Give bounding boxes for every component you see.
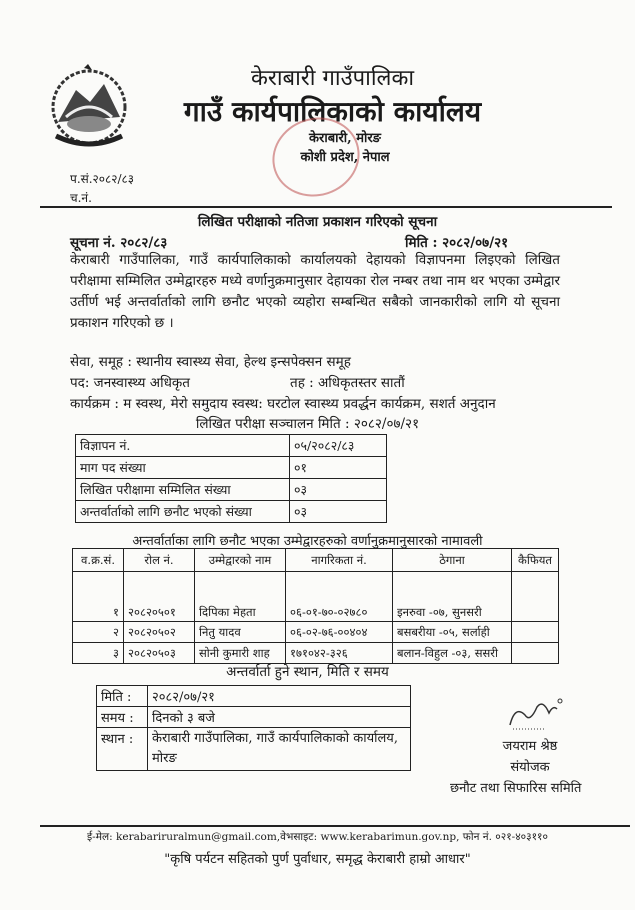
committee-name: छनौट तथा सिफारिस समिति xyxy=(450,781,582,796)
post: पद: जनस्वास्थ्य अधिकृत xyxy=(70,375,190,391)
reference-number: प.सं.२०८२/८३ xyxy=(70,172,135,186)
interview-table xyxy=(96,685,411,771)
address-line-2: कोशी प्रदेश, नेपाल xyxy=(300,150,390,165)
notice-number: सूचना नं. २०८२/८३ xyxy=(70,235,168,251)
column-header: ठेगाना xyxy=(393,549,512,572)
interview-value: केराबारी गाउँपालिका, गाउँ कार्यपालिकाको कार्यालय, मोरङ xyxy=(148,728,411,771)
citizenship-cell: ०६-०१-७०-०२७८० xyxy=(286,572,393,622)
signatory-name: जयराम श्रेष्ठ xyxy=(502,739,558,754)
remarks-cell xyxy=(512,622,559,643)
table-row xyxy=(73,572,559,622)
address-cell: बलान-विहुल -०३, ससरी xyxy=(393,643,512,664)
exam-date: लिखित परीक्षा सञ्चालन मिति : २०८२/०७/२१ xyxy=(195,416,420,432)
address-line-1: केराबारी, मोरङ xyxy=(309,131,381,146)
notice-title: लिखित परीक्षाको नतिजा प्रकाशन गरिएको सूचना xyxy=(197,214,438,230)
office-name: गाउँ कार्यपालिकाको कार्यालय xyxy=(183,95,482,128)
summary-table xyxy=(75,434,387,523)
header-divider xyxy=(40,206,612,208)
table-row xyxy=(76,501,387,523)
summary-value: ०३ xyxy=(290,501,387,523)
serial-cell: १ xyxy=(73,572,124,622)
candidates-table xyxy=(72,548,559,664)
table-row xyxy=(73,643,559,664)
program: कार्यक्रम : म स्वस्थ, मेरो समुदाय स्वस्थ: घरटोल स्वास्थ्य प्रवर्द्धन कार्यक्रम, सशर्त अनुदान xyxy=(70,396,496,412)
remarks-cell xyxy=(512,643,559,664)
footer-slogan: "कृषि पर्यटन सहितको पुर्ण पुर्वाधार, समृद्ध केराबारी हाम्रो आधार" xyxy=(164,852,471,867)
column-header: नागरिकता नं. xyxy=(286,549,393,572)
interview-value: दिनको ३ बजे xyxy=(148,707,411,728)
footer-contact: ई-मेल: kerabariruralmun@gmail.com,वेभसाइट: www.kerabarimun.gov.np, फोन नं. ०२१-४०३११० xyxy=(87,831,548,843)
signature xyxy=(505,695,565,739)
summary-label: माग पद संख्या xyxy=(76,457,290,479)
remarks-cell xyxy=(512,572,559,622)
column-header: उम्मेद्वारको नाम xyxy=(195,549,286,572)
serial-cell: २ xyxy=(73,622,124,643)
address-cell: बसबरीया -०५, सर्लाही xyxy=(393,622,512,643)
candidates-title: अन्तर्वार्ताका लागि छनौट भएका उम्मेद्वारहरुको वर्णानुक्रमानुसारको नामावली xyxy=(132,534,483,549)
name-cell: सोनी कुमारी शाह xyxy=(195,643,286,664)
notice-body: केराबारी गाउँपालिका, गाउँ कार्यपालिकाको कार्यालयको देहायको विज्ञापनमा लिइएको लिखित परीक्षामा सम्मिलित उम्मेद्वारहरु मध्ये वर्णानुक्रमानुसार देहायका रोल नम्बर तथा नाम थर भएका उम्मेद्वार उर्तीर्ण भई अन्तर्वार्ताको लागि छनौट भएको व्यहोरा सम्बन्धित सबैको जानकारीको लागि यो सूचना प्रकाशन गरिएको छ । xyxy=(70,252,560,331)
table-row xyxy=(73,622,559,643)
level: तह : अधिकृतस्तर सातौं xyxy=(290,375,405,391)
service-group: सेवा, समूह : स्थानीय स्वास्थ्य सेवा, हेल्थ इन्सपेक्सन समूह xyxy=(70,354,351,370)
interview-label: स्थान : xyxy=(97,728,148,771)
roll-cell: २०८२०५०३ xyxy=(124,643,195,664)
summary-value: ०१ xyxy=(290,457,387,479)
table-row xyxy=(97,728,411,771)
municipality-name: केराबारी गाउँपालिका xyxy=(250,66,415,91)
citizenship-cell: ०६-०२-७६-००४०४ xyxy=(286,622,393,643)
address-cell: इनरुवा -०७, सुनसरी xyxy=(393,572,512,622)
roll-cell: २०८२०५०१ xyxy=(124,572,195,622)
serial-cell: ३ xyxy=(73,643,124,664)
summary-value: ०५/२०८२/८३ xyxy=(290,435,387,457)
notice-date: मिति : २०८२/०७/२१ xyxy=(405,235,509,251)
interview-label: मिति : xyxy=(97,686,148,707)
column-header: रोल नं. xyxy=(124,549,195,572)
table-row xyxy=(97,686,411,707)
name-cell: नितु यादव xyxy=(195,622,286,643)
name-cell: दिपिका मेहता xyxy=(195,572,286,622)
summary-label: विज्ञापन नं. xyxy=(76,435,290,457)
table-row xyxy=(76,435,387,457)
table-row xyxy=(76,457,387,479)
roll-cell: २०८२०५०२ xyxy=(124,622,195,643)
citizenship-cell: १७१०४२-३२६ xyxy=(286,643,393,664)
dispatch-number: च.नं. xyxy=(70,191,92,205)
table-row xyxy=(76,479,387,501)
column-header: कैफियत xyxy=(512,549,559,572)
footer-divider xyxy=(40,825,630,827)
interview-label: समय : xyxy=(97,707,148,728)
summary-label: अन्तर्वार्ताको लागि छनौट भएको संख्या xyxy=(76,501,290,523)
table-row xyxy=(97,707,411,728)
summary-value: ०३ xyxy=(290,479,387,501)
summary-label: लिखित परीक्षामा सम्मिलित संख्या xyxy=(76,479,290,501)
column-header: व.क्र.सं. xyxy=(73,549,124,572)
interview-title: अन्तर्वार्ता हुने स्थान, मिति र समय xyxy=(226,664,389,680)
signatory-role: संयोजक xyxy=(510,760,550,775)
interview-value: २०८२/०७/२१ xyxy=(148,686,411,707)
table-header-row xyxy=(73,549,559,572)
